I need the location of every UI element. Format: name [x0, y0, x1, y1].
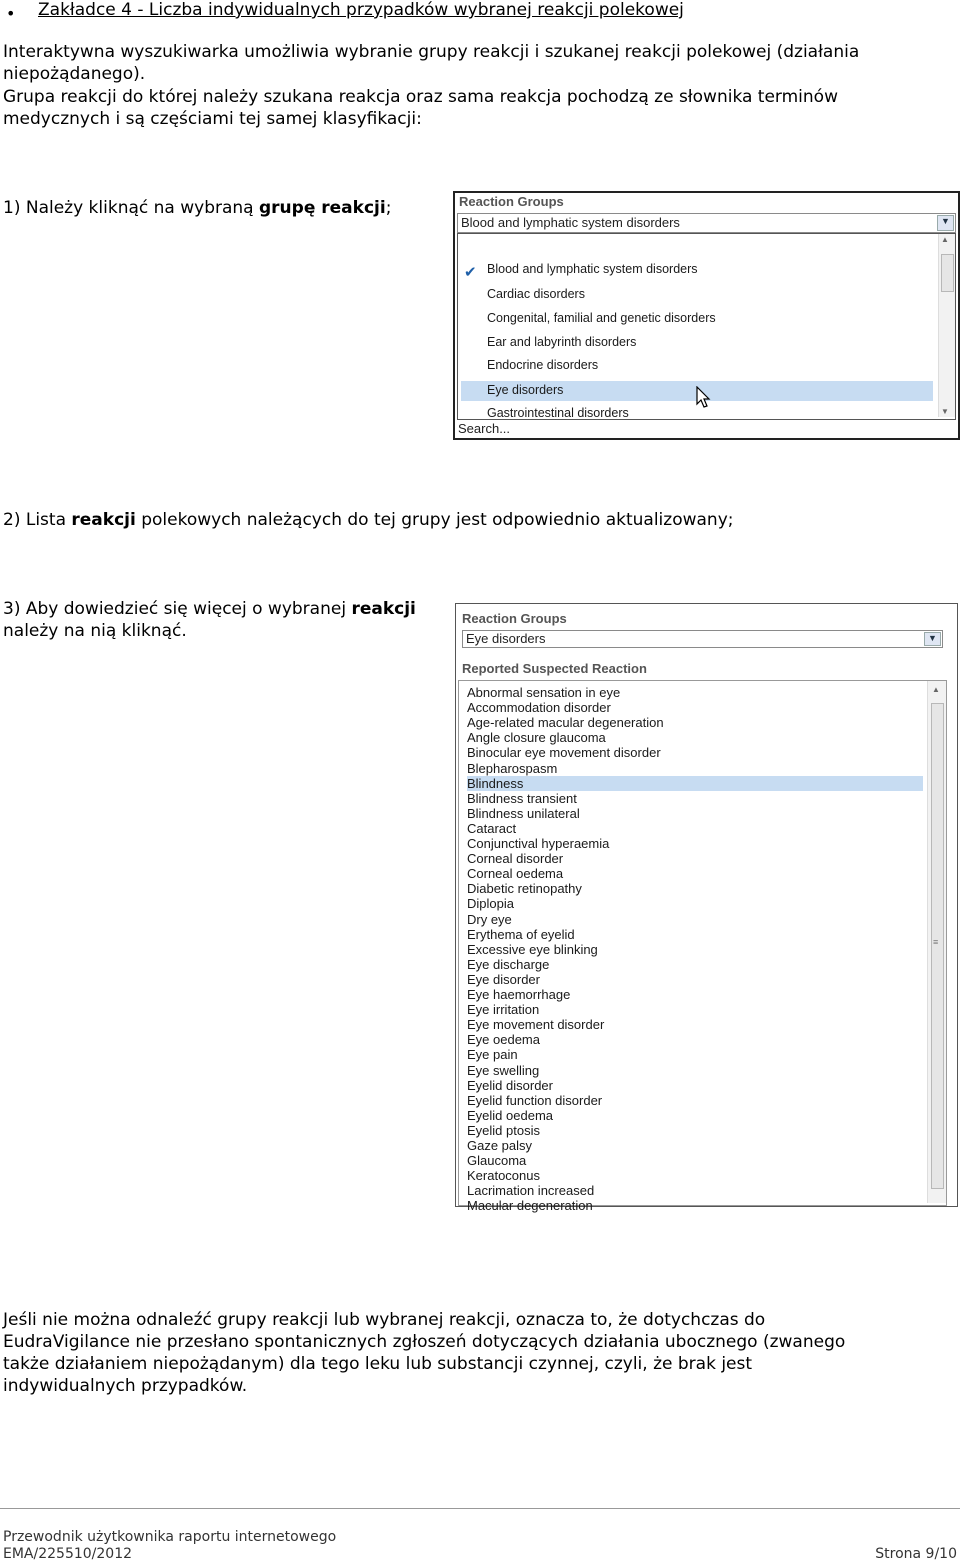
bullet-dot: • — [6, 4, 16, 23]
chevron-down-icon[interactable]: ▼ — [937, 215, 954, 231]
dropdown-scrollbar[interactable] — [938, 234, 955, 417]
dropdown-item[interactable]: Eye disorders — [487, 383, 564, 397]
dropdown-item[interactable]: Cardiac disorders — [487, 287, 585, 301]
reaction-list-item[interactable]: Diplopia — [467, 896, 514, 912]
scroll-up-icon[interactable]: ▲ — [932, 685, 940, 694]
reaction-list-item[interactable]: Abnormal sensation in eye — [467, 685, 621, 700]
reaction-group-select-value: Blood and lymphatic system disorders — [461, 215, 680, 230]
mouse-cursor-icon — [696, 386, 712, 410]
closing-line-1: Jeśli nie można odnaleźć grupy reakcji lub wybranej reakcji, oznacza to, że dotychczas do — [3, 1310, 766, 1330]
step-2-prefix: 2) Lista — [3, 510, 72, 530]
reaction-groups-title-2: Reaction Groups — [462, 611, 567, 626]
reaction-group-dropdown-list[interactable] — [457, 233, 956, 420]
checkmark-icon: ✔ — [464, 264, 477, 281]
step-2-suffix: polekowych należących do tej grupy jest odpowiednio aktualizowany; — [135, 510, 734, 530]
reaction-list-item[interactable]: Erythema of eyelid — [467, 926, 575, 942]
reaction-list-item[interactable]: Blindness — [467, 775, 524, 791]
reaction-list-item[interactable]: Eyelid oedema — [467, 1107, 553, 1123]
reaction-list-item[interactable]: Conjunctival hyperaemia — [467, 836, 610, 851]
reaction-list-item[interactable]: Binocular eye movement disorder — [467, 745, 661, 761]
step-3-prefix: 3) Aby dowiedzieć się więcej o wybranej — [3, 599, 352, 619]
search-input[interactable]: Search... — [458, 421, 511, 436]
intro-line-2: niepożądanego). — [3, 64, 146, 84]
step-1-suffix: ; — [385, 198, 392, 218]
step-2-bold: reakcji — [71, 510, 136, 530]
reaction-list-item[interactable]: Macular degeneration — [467, 1198, 593, 1214]
reaction-list-item[interactable]: Excessive eye blinking — [467, 941, 598, 957]
step-3-line-2: należy na nią kliknąć. — [3, 621, 187, 641]
step-1 — [3, 197, 391, 219]
reaction-list-scrollbar[interactable] — [927, 681, 946, 1203]
reaction-group-select-2[interactable] — [462, 630, 943, 648]
scrollbar-thumb[interactable] — [941, 254, 954, 292]
reaction-list-item[interactable]: Eye pain — [467, 1047, 518, 1063]
reaction-list-item[interactable]: Gaze palsy — [467, 1138, 533, 1153]
reaction-groups-title: Reaction Groups — [459, 194, 564, 209]
step-1-prefix: 1) Należy kliknąć na wybraną — [3, 198, 259, 218]
dropdown-item[interactable]: Ear and labyrinth disorders — [487, 335, 637, 349]
reported-reaction-title: Reported Suspected Reaction — [462, 661, 647, 676]
scroll-down-icon[interactable]: ▼ — [941, 407, 949, 416]
reaction-list[interactable] — [458, 680, 947, 1214]
reaction-list-item[interactable]: Diabetic retinopathy — [467, 881, 582, 897]
reaction-list-item[interactable]: Blindness transient — [467, 790, 577, 806]
reaction-group-select[interactable] — [457, 213, 956, 233]
reaction-list-item[interactable]: Corneal disorder — [467, 851, 564, 867]
closing-line-3: także działaniem niepożądanym) dla tego leku lub substancji czynnej, czyli, że brak jest — [3, 1354, 753, 1374]
reaction-groups-screenshot — [453, 191, 960, 440]
reaction-list-item[interactable]: Accommodation disorder — [467, 700, 611, 716]
step-2 — [3, 509, 733, 531]
step-1-bold: grupę reakcji — [259, 198, 386, 218]
intro-line-1: Interaktywna wyszukiwarka umożliwia wybranie grupy reakcji i szukanej reakcji polekowej (działania — [3, 42, 860, 62]
reaction-list-item[interactable]: Eye haemorrhage — [467, 987, 571, 1002]
reaction-list-item[interactable]: Eyelid function disorder — [467, 1092, 603, 1108]
reaction-list-item[interactable]: Cataract — [467, 820, 517, 836]
reaction-group-select-2-value: Eye disorders — [466, 631, 546, 646]
step-3-bold: reakcji — [351, 599, 416, 619]
section-heading[interactable]: Zakładce 4 - Liczba indywidualnych przypadków wybranej reakcji polekowej — [38, 0, 684, 20]
chevron-down-icon[interactable]: ▼ — [924, 632, 941, 646]
reaction-list-item[interactable]: Lacrimation increased — [467, 1183, 595, 1199]
reaction-list-item[interactable]: Blindness unilateral — [467, 805, 580, 821]
step-3-line-1 — [3, 598, 416, 620]
reaction-list-item[interactable]: Angle closure glaucoma — [467, 730, 606, 746]
reported-reactions-screenshot — [455, 603, 958, 1214]
grip-icon: ≡ — [933, 937, 939, 947]
reaction-list-item[interactable]: Eye movement disorder — [467, 1017, 605, 1033]
closing-line-4: indywidualnych przypadków. — [3, 1376, 248, 1396]
dropdown-item[interactable]: Endocrine disorders — [487, 358, 599, 372]
closing-line-2: EudraVigilance nie przesłano spontanicznych zgłoszeń dotyczących działania ubocznego (zwanego — [3, 1332, 846, 1352]
footer-divider — [0, 1508, 960, 1509]
footer-doc-id: EMA/225510/2012 — [3, 1546, 133, 1562]
reaction-list-item[interactable]: Eye disorder — [467, 971, 540, 987]
reaction-list-item[interactable]: Eye discharge — [467, 956, 550, 972]
dropdown-item[interactable]: Gastrointestinal disorders — [487, 406, 629, 420]
highlighted-row — [467, 776, 923, 791]
dropdown-item[interactable]: Congenital, familial and genetic disorders — [487, 311, 716, 325]
footer-page-number: Strona 9/10 — [875, 1546, 957, 1562]
dropdown-item[interactable]: Blood and lymphatic system disorders — [487, 262, 698, 276]
reaction-list-item[interactable]: Eye irritation — [467, 1002, 540, 1018]
reaction-list-item[interactable]: Blepharospasm — [467, 760, 558, 776]
intro-line-3: Grupa reakcji do której należy szukana reakcja oraz sama reakcja pochodzą ze słownika terminów — [3, 87, 838, 107]
reaction-list-item[interactable]: Eye swelling — [467, 1062, 540, 1078]
intro-line-4: medycznych i są częściami tej samej klasyfikacji: — [3, 109, 422, 129]
reaction-list-item[interactable]: Glaucoma — [467, 1153, 527, 1169]
reaction-list-item[interactable]: Keratoconus — [467, 1168, 540, 1184]
reaction-list-item[interactable]: Dry eye — [467, 911, 512, 927]
reaction-list-item[interactable]: Eye oedema — [467, 1032, 540, 1048]
footer-title: Przewodnik użytkownika raportu internetowego — [3, 1529, 337, 1545]
reaction-list-item[interactable]: Corneal oedema — [467, 866, 564, 882]
scroll-up-icon[interactable]: ▲ — [941, 235, 949, 244]
reaction-list-item[interactable]: Eyelid ptosis — [467, 1122, 540, 1138]
reaction-list-item[interactable]: Eyelid disorder — [467, 1077, 553, 1093]
reaction-list-item[interactable]: Age-related macular degeneration — [467, 715, 664, 731]
